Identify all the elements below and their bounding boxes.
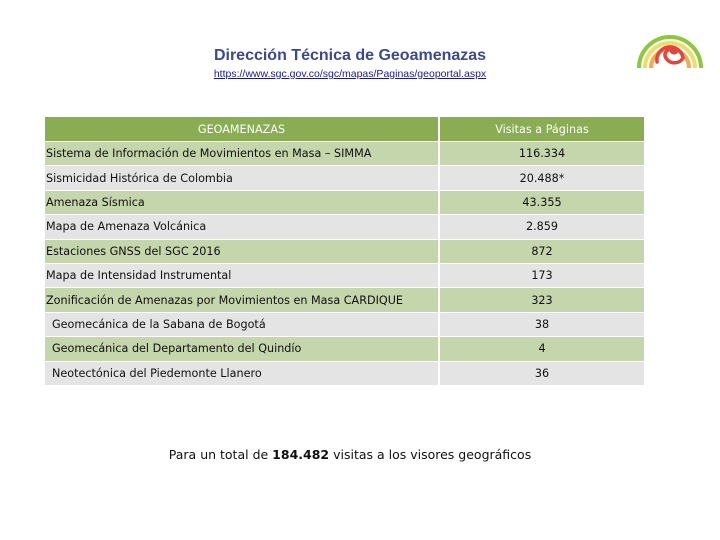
row-name: Amenaza Sísmica [45,190,439,214]
row-visits: 38 [439,312,644,336]
table-row [45,337,644,361]
row-name: Estaciones GNSS del SGC 2016 [45,239,439,263]
row-visits: 20.488* [439,166,644,190]
row-visits: 43.355 [439,190,644,214]
column-header-visitas: Visitas a Páginas [439,117,644,142]
table-row [45,288,644,312]
row-visits: 173 [439,263,644,287]
row-name: Geomecánica del Departamento del Quindío [45,337,439,361]
summary-prefix: Para un total de [168,447,273,462]
table-row [45,215,644,239]
spiral-logo-icon [633,12,707,70]
logo-spiral-red [657,47,683,63]
geoportal-link[interactable]: https://www.sgc.gov.co/sgc/mapas/Paginas/geoportal.aspx [213,68,487,80]
row-visits: 872 [439,239,644,263]
row-visits: 36 [439,361,644,385]
table-header-row [45,117,644,142]
row-visits: 116.334 [439,142,644,166]
total-summary [120,447,580,462]
table-row [45,142,644,166]
summary-total: 184.482 [272,447,330,462]
table-row [45,312,644,336]
row-name: Sismicidad Histórica de Colombia [45,166,439,190]
table-row [45,166,644,190]
row-visits: 4 [439,337,644,361]
row-name: Geomecánica de la Sabana de Bogotá [45,312,439,336]
row-name: Neotectónica del Piedemonte Llanero [45,361,439,385]
row-name: Zonificación de Amenazas por Movimientos en Masa CARDIQUE [45,288,439,312]
column-header-geoamenazas: GEOAMENAZAS [45,117,439,142]
row-name: Mapa de Intensidad Instrumental [45,263,439,287]
row-visits: 323 [439,288,644,312]
geoamenazas-table [45,117,644,386]
row-name: Mapa de Amenaza Volcánica [45,215,439,239]
row-name: Sistema de Información de Movimientos en Masa – SIMMA [45,142,439,166]
summary-suffix: visitas a los visores geográficos [329,447,532,462]
table-row [45,361,644,385]
table-row [45,263,644,287]
page-title: Dirección Técnica de Geoamenazas [213,47,487,64]
table-row [45,190,644,214]
table-row [45,239,644,263]
row-visits: 2.859 [439,215,644,239]
